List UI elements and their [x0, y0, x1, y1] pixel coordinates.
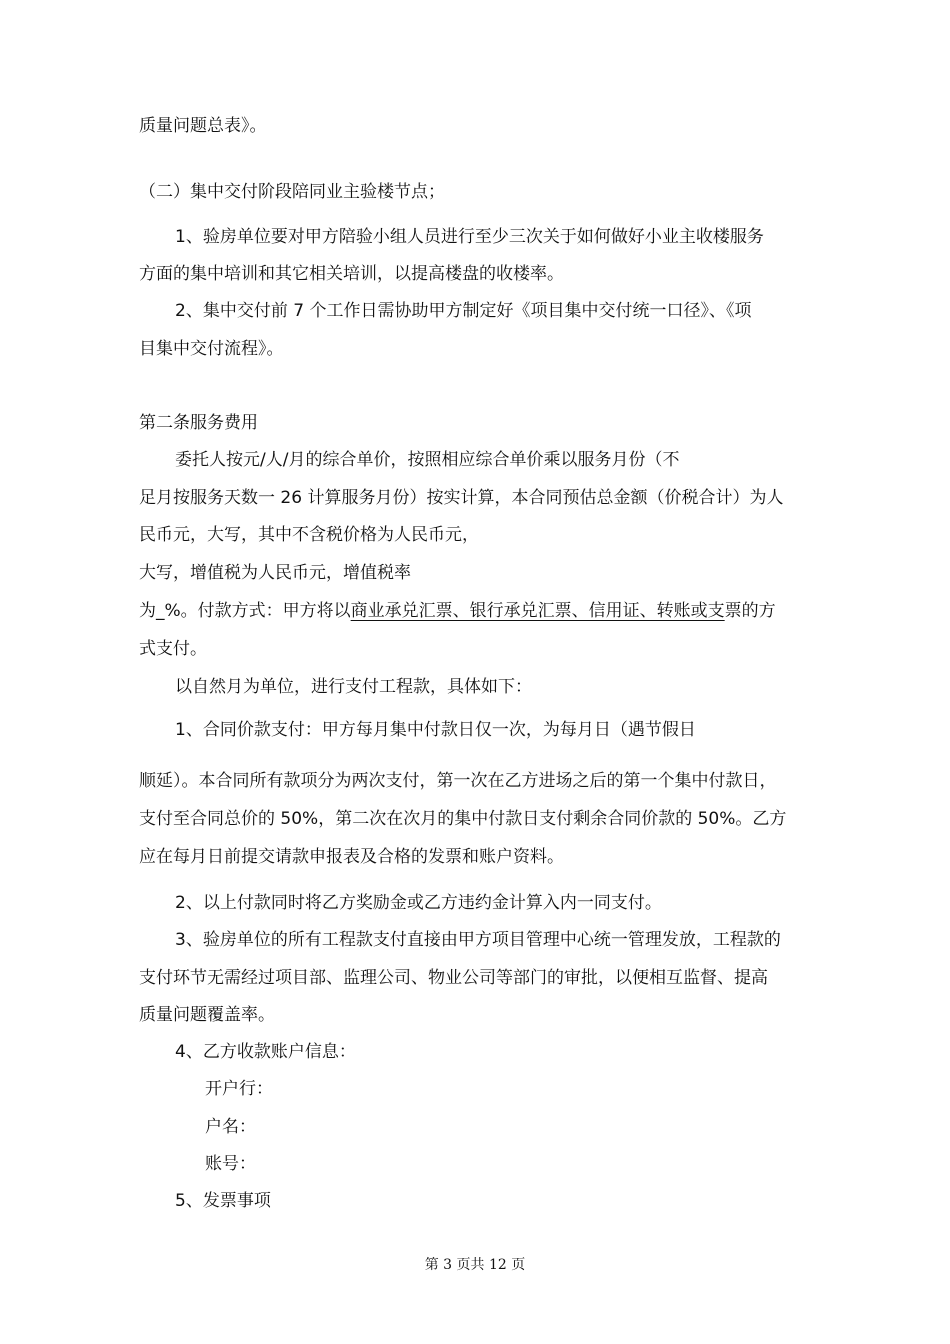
- paragraph-line: 民币元，大写，其中不含税价格为人民币元，: [139, 525, 479, 545]
- page-number-footer: 第 3 页共 12 页: [424, 1257, 526, 1273]
- paragraph-line: 顺延）。本合同所有款项分为两次支付，第一次在乙方进场之后的第一个集中付款日，: [139, 771, 777, 791]
- account-name-label: 户名：: [205, 1117, 256, 1137]
- paragraph-line: 应在每月日前提交请款申报表及合格的发票和账户资料。: [139, 847, 564, 867]
- payment-text-after: 票的方: [724, 601, 776, 621]
- paragraph-line: 1、合同价款支付：甲方每月集中付款日仅一次，为每月日（遇节假日: [175, 720, 696, 740]
- paragraph-line: 质量问题总表》。: [139, 116, 267, 136]
- payment-methods-underlined: 商业承兑汇票、银行承兑汇票、信用证、转账或支: [350, 601, 725, 621]
- paragraph-line: 方面的集中培训和其它相关培训，以提高楼盘的收楼率。: [139, 264, 564, 284]
- payment-text-before: 为_%。付款方式：甲方将以: [139, 601, 351, 621]
- paragraph-line: 委托人按元/人/月的综合单价，按照相应综合单价乘以服务月份（不: [175, 450, 680, 470]
- account-number-label: 账号：: [205, 1154, 256, 1174]
- bank-label: 开户行：: [205, 1079, 273, 1099]
- paragraph-line: 2、以上付款同时将乙方奖励金或乙方违约金计算入内一同支付。: [175, 893, 662, 913]
- payment-method-line: [139, 600, 776, 622]
- paragraph-line: 支付环节无需经过项目部、监理公司、物业公司等部门的审批，以便相互监督、提高: [139, 968, 768, 988]
- paragraph-line: 目集中交付流程》。: [139, 339, 284, 359]
- paragraph-line: 质量问题覆盖率。: [139, 1005, 275, 1025]
- invoice-heading: 5、发票事项: [175, 1191, 271, 1211]
- paragraph-line: 足月按服务天数一 26 计算服务月份）按实计算，本合同预估总金额（价税合计）为人: [139, 488, 784, 508]
- paragraph-line: 式支付。: [139, 639, 207, 659]
- paragraph-line: 2、集中交付前 7 个工作日需协助甲方制定好《项目集中交付统一口径》、《项: [175, 301, 752, 321]
- paragraph-line: 以自然月为单位，进行支付工程款，具体如下：: [175, 677, 532, 697]
- section-heading: （二）集中交付阶段陪同业主验楼节点；: [139, 182, 445, 202]
- paragraph-line: 3、验房单位的所有工程款支付直接由甲方项目管理中心统一管理发放，工程款的: [175, 930, 781, 950]
- paragraph-line: 1、验房单位要对甲方陪验小组人员进行至少三次关于如何做好小业主收楼服务: [175, 227, 764, 247]
- paragraph-line: 大写，增值税为人民币元，增值税率: [139, 563, 411, 583]
- article-heading: 第二条服务费用: [139, 413, 258, 433]
- paragraph-line: 支付至合同总价的 50%，第二次在次月的集中付款日支付剩余合同价款的 50%。乙方: [139, 809, 787, 829]
- account-info-heading: 4、乙方收款账户信息：: [175, 1042, 356, 1062]
